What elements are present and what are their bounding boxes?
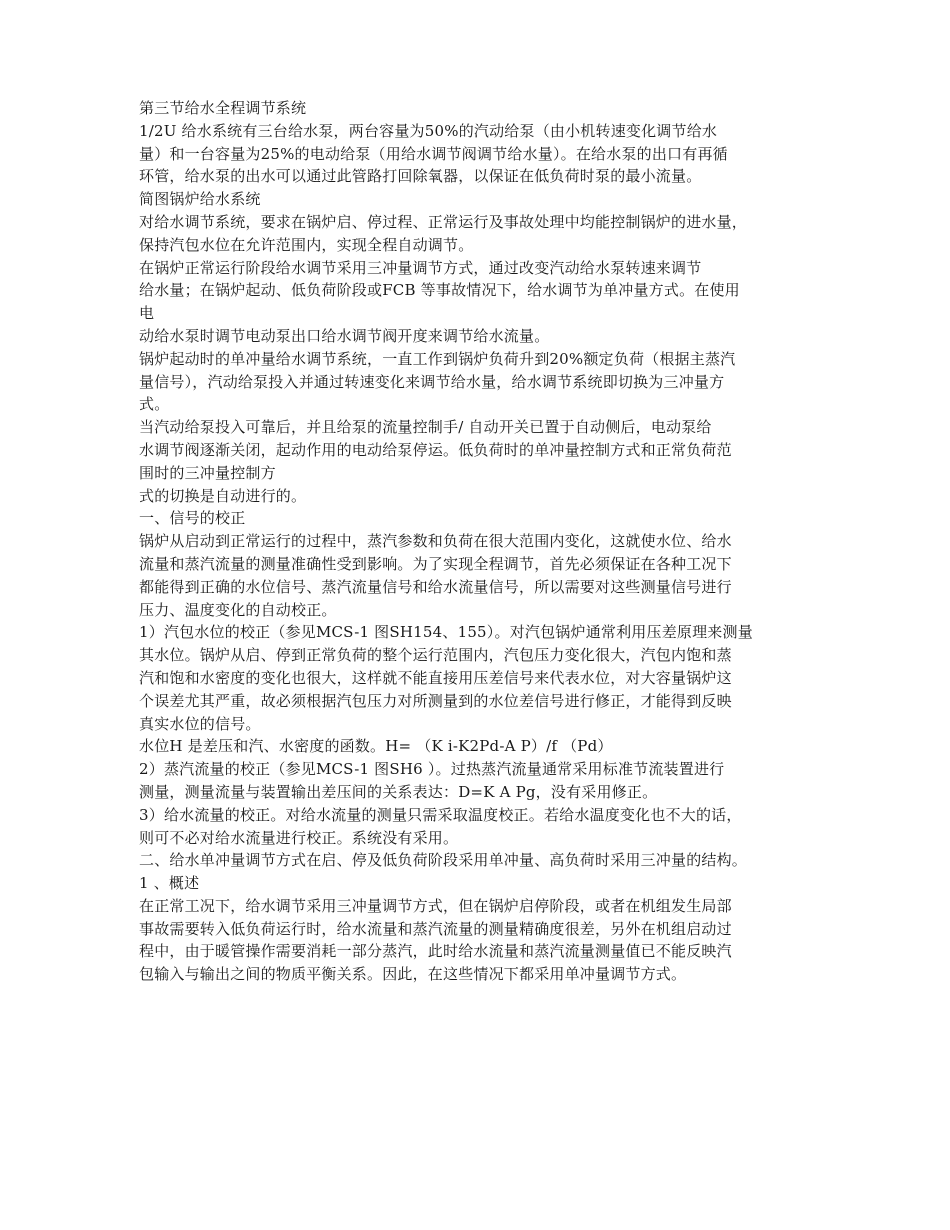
text-line: 一、信号的校正 xyxy=(139,509,246,528)
text-line: 事故需要转入低负荷运行时，给水流量和蒸汽流量的测量精确度很差，另外在机组启动过 xyxy=(139,919,732,938)
text-line: 量信号），汽动给泵投入并通过转速变化来调节给水量，给水调节系统即切换为三冲量方 xyxy=(139,372,725,391)
text-line: 式。 xyxy=(139,395,170,414)
text-line: 水位H 是差压和汽、水密度的函数。H= （K i-K2Pd-A P）/f （Pd） xyxy=(139,737,613,756)
text-line: 动给水泵时调节电动泵出口给水调节阀开度来调节给水流量。 xyxy=(139,326,550,345)
text-line: 水调节阀逐渐关闭，起动作用的电动给泵停运。低负荷时的单冲量控制方式和正常负荷范 xyxy=(139,440,732,459)
text-line: 第三节给水全程调节系统 xyxy=(139,99,307,117)
text-line: 在正常工况下，给水调节采用三冲量调节方式，但在锅炉启停阶段，或者在机组发生局部 xyxy=(139,896,732,915)
text-line: 对给水调节系统，要求在锅炉启、停过程、正常运行及事故处理中均能控制锅炉的进水量， xyxy=(139,212,748,231)
text-line: 1/2U 给水系统有三台给水泵，两台容量为50%的汽动给泵（由小机转速变化调节给水 xyxy=(139,121,718,140)
text-line: 压力、温度变化的自动校正。 xyxy=(139,600,337,619)
document-body xyxy=(139,97,829,986)
text-line: 围时的三冲量控制方 xyxy=(139,463,276,482)
text-line: 测量，测量流量与装置输出差压间的关系表达：D=K A Pg，没有采用修正。 xyxy=(139,782,658,801)
text-line: 都能得到正确的水位信号、蒸汽流量信号和给水流量信号，所以需要对这些测量信号进行 xyxy=(139,577,732,596)
text-line: 则可不必对给水流量进行校正。系统没有采用。 xyxy=(139,828,459,847)
text-line: 包输入与输出之间的物质平衡关系。因此，在这些情况下都采用单冲量调节方式。 xyxy=(139,965,687,984)
text-line: 当汽动给泵投入可靠后，并且给泵的流量控制手/ 自动开关已置于自动侧后，电动泵给 xyxy=(139,418,712,437)
text-line: 量）和一台容量为25%的电动给泵（用给水调节阀调节给水量）。在给水泵的出口有再循 xyxy=(139,144,728,163)
text-line: 环管，给水泵的出水可以通过此管路打回除氧器，以保证在低负荷时泵的最小流量。 xyxy=(139,167,702,186)
text-line: 其水位。锅炉从启、停到正常负荷的整个运行范围内，汽包压力变化很大，汽包内饱和蒸 xyxy=(139,646,732,665)
text-line: 锅炉起动时的单冲量给水调节系统，一直工作到锅炉负荷升到20%额定负荷（根据主蒸汽 xyxy=(139,349,736,368)
text-line: 流量和蒸汽流量的测量准确性受到影响。为了实现全程调节，首先必须保证在各种工况下 xyxy=(139,554,732,573)
text-line: 真实水位的信号。 xyxy=(139,714,261,733)
text-line: 个误差尤其严重，故必须根据汽包压力对所测量到的水位差信号进行修正，才能得到反映 xyxy=(139,691,732,710)
text-line: 二、给水单冲量调节方式在启、停及低负荷阶段采用单冲量、高负荷时采用三冲量的结构。 xyxy=(139,851,748,870)
text-line: 锅炉从启动到正常运行的过程中，蒸汽参数和负荷在很大范围内变化，这就使水位、给水 xyxy=(139,532,732,551)
text-line: 程中，由于暖管操作需要消耗一部分蒸汽，此时给水流量和蒸汽流量测量值已不能反映汽 xyxy=(139,942,732,961)
text-line: 3）给水流量的校正。对给水流量的测量只需采取温度校正。若给水温度变化也不大的话， xyxy=(139,805,742,824)
text-line: 在锅炉正常运行阶段给水调节采用三冲量调节方式，通过改变汽动给水泵转速来调节 xyxy=(139,258,702,277)
text-line: 1 、概述 xyxy=(139,874,200,893)
text-line: 简图锅炉给水系统 xyxy=(139,190,261,209)
text-line: 1）汽包水位的校正（参见MCS-1 图SH154、155）。对汽包锅炉通常利用压差原理来测量 xyxy=(139,623,753,642)
text-line: 电 xyxy=(139,304,155,323)
text-line: 给水量；在锅炉起动、低负荷阶段或FCB 等事故情况下，给水调节为单冲量方式。在使用 xyxy=(139,281,740,300)
text-line: 2）蒸汽流量的校正（参见MCS-1 图SH6 ）。过热蒸汽流量通常采用标准节流装置进行 xyxy=(139,760,725,779)
text-line: 式的切换是自动进行的。 xyxy=(139,486,307,505)
text-line: 汽和饱和水密度的变化也很大，这样就不能直接用压差信号来代表水位，对大容量锅炉这 xyxy=(139,668,732,687)
text-line: 保持汽包水位在允许范围内，实现全程自动调节。 xyxy=(139,235,474,254)
